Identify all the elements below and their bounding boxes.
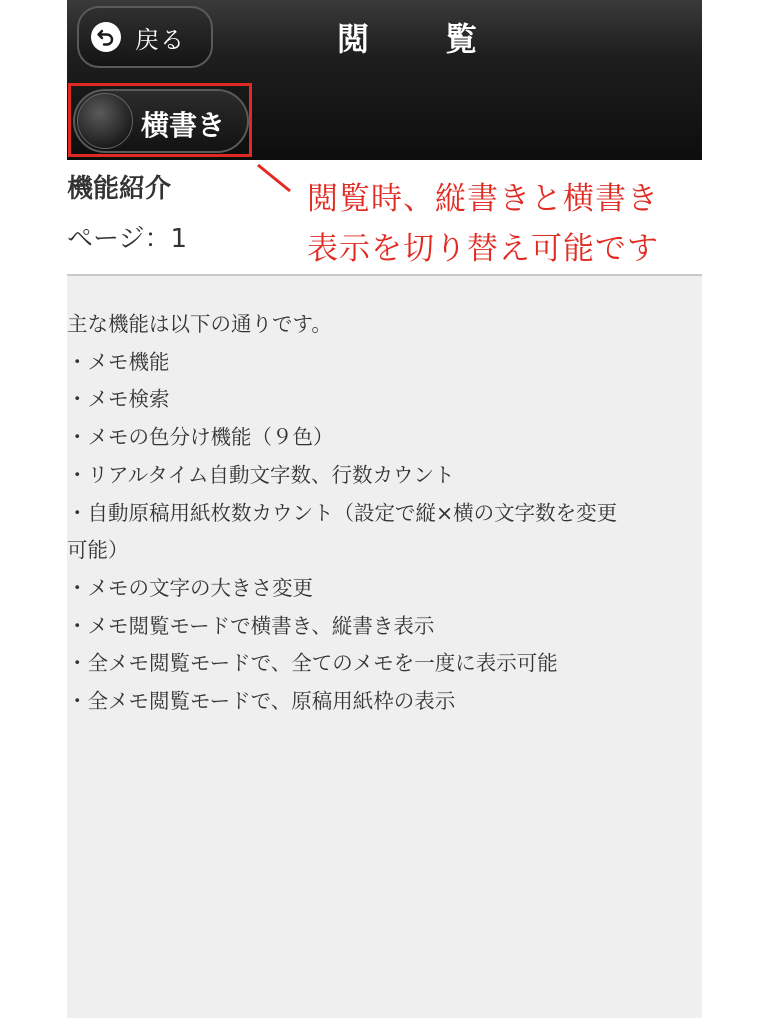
body-line: ・メモ検索 bbox=[67, 387, 170, 412]
annotation-line-2: 表示を切り替え可能です bbox=[307, 231, 659, 267]
body-line: 主な機能は以下の通りです。 bbox=[67, 312, 332, 336]
page-title: 閲 覧 bbox=[337, 20, 500, 58]
body-line: ・メモ閲覧モードで横書き、縦書き表示 bbox=[67, 613, 435, 638]
toggle-knob bbox=[77, 93, 133, 149]
body-line: ・メモ機能 bbox=[67, 349, 170, 374]
undo-arrow-icon bbox=[91, 22, 121, 52]
body-line: ・全メモ閲覧モードで、全てのメモを一度に表示可能 bbox=[67, 651, 558, 676]
back-button-label: 戻る bbox=[135, 25, 185, 54]
top-toolbar bbox=[67, 0, 702, 160]
body-line: ・リアルタイム自動文字数、行数カウント bbox=[67, 462, 455, 487]
memo-title: 機能紹介 bbox=[67, 174, 172, 204]
annotation-line-1: 閲覧時、縦書きと横書き bbox=[307, 181, 659, 217]
body-line: ・全メモ閲覧モードで、原稿用紙枠の表示 bbox=[67, 689, 456, 714]
back-button[interactable] bbox=[77, 6, 213, 68]
page-number-label: ページ：1 bbox=[67, 224, 188, 254]
annotation-callout bbox=[307, 174, 702, 274]
horizontal-writing-toggle[interactable] bbox=[73, 89, 249, 153]
body-line: 可能） bbox=[67, 538, 129, 563]
memo-body bbox=[67, 306, 702, 721]
body-line: ・メモの色分け機能（９色） bbox=[67, 425, 334, 450]
body-line: ・自動原稿用紙枚数カウント（設定で縦×横の文字数を変更 bbox=[67, 500, 618, 525]
memo-viewer-screen bbox=[67, 0, 702, 1018]
toggle-label: 横書き bbox=[141, 109, 226, 142]
body-line: ・メモの文字の大きさ変更 bbox=[67, 575, 313, 600]
